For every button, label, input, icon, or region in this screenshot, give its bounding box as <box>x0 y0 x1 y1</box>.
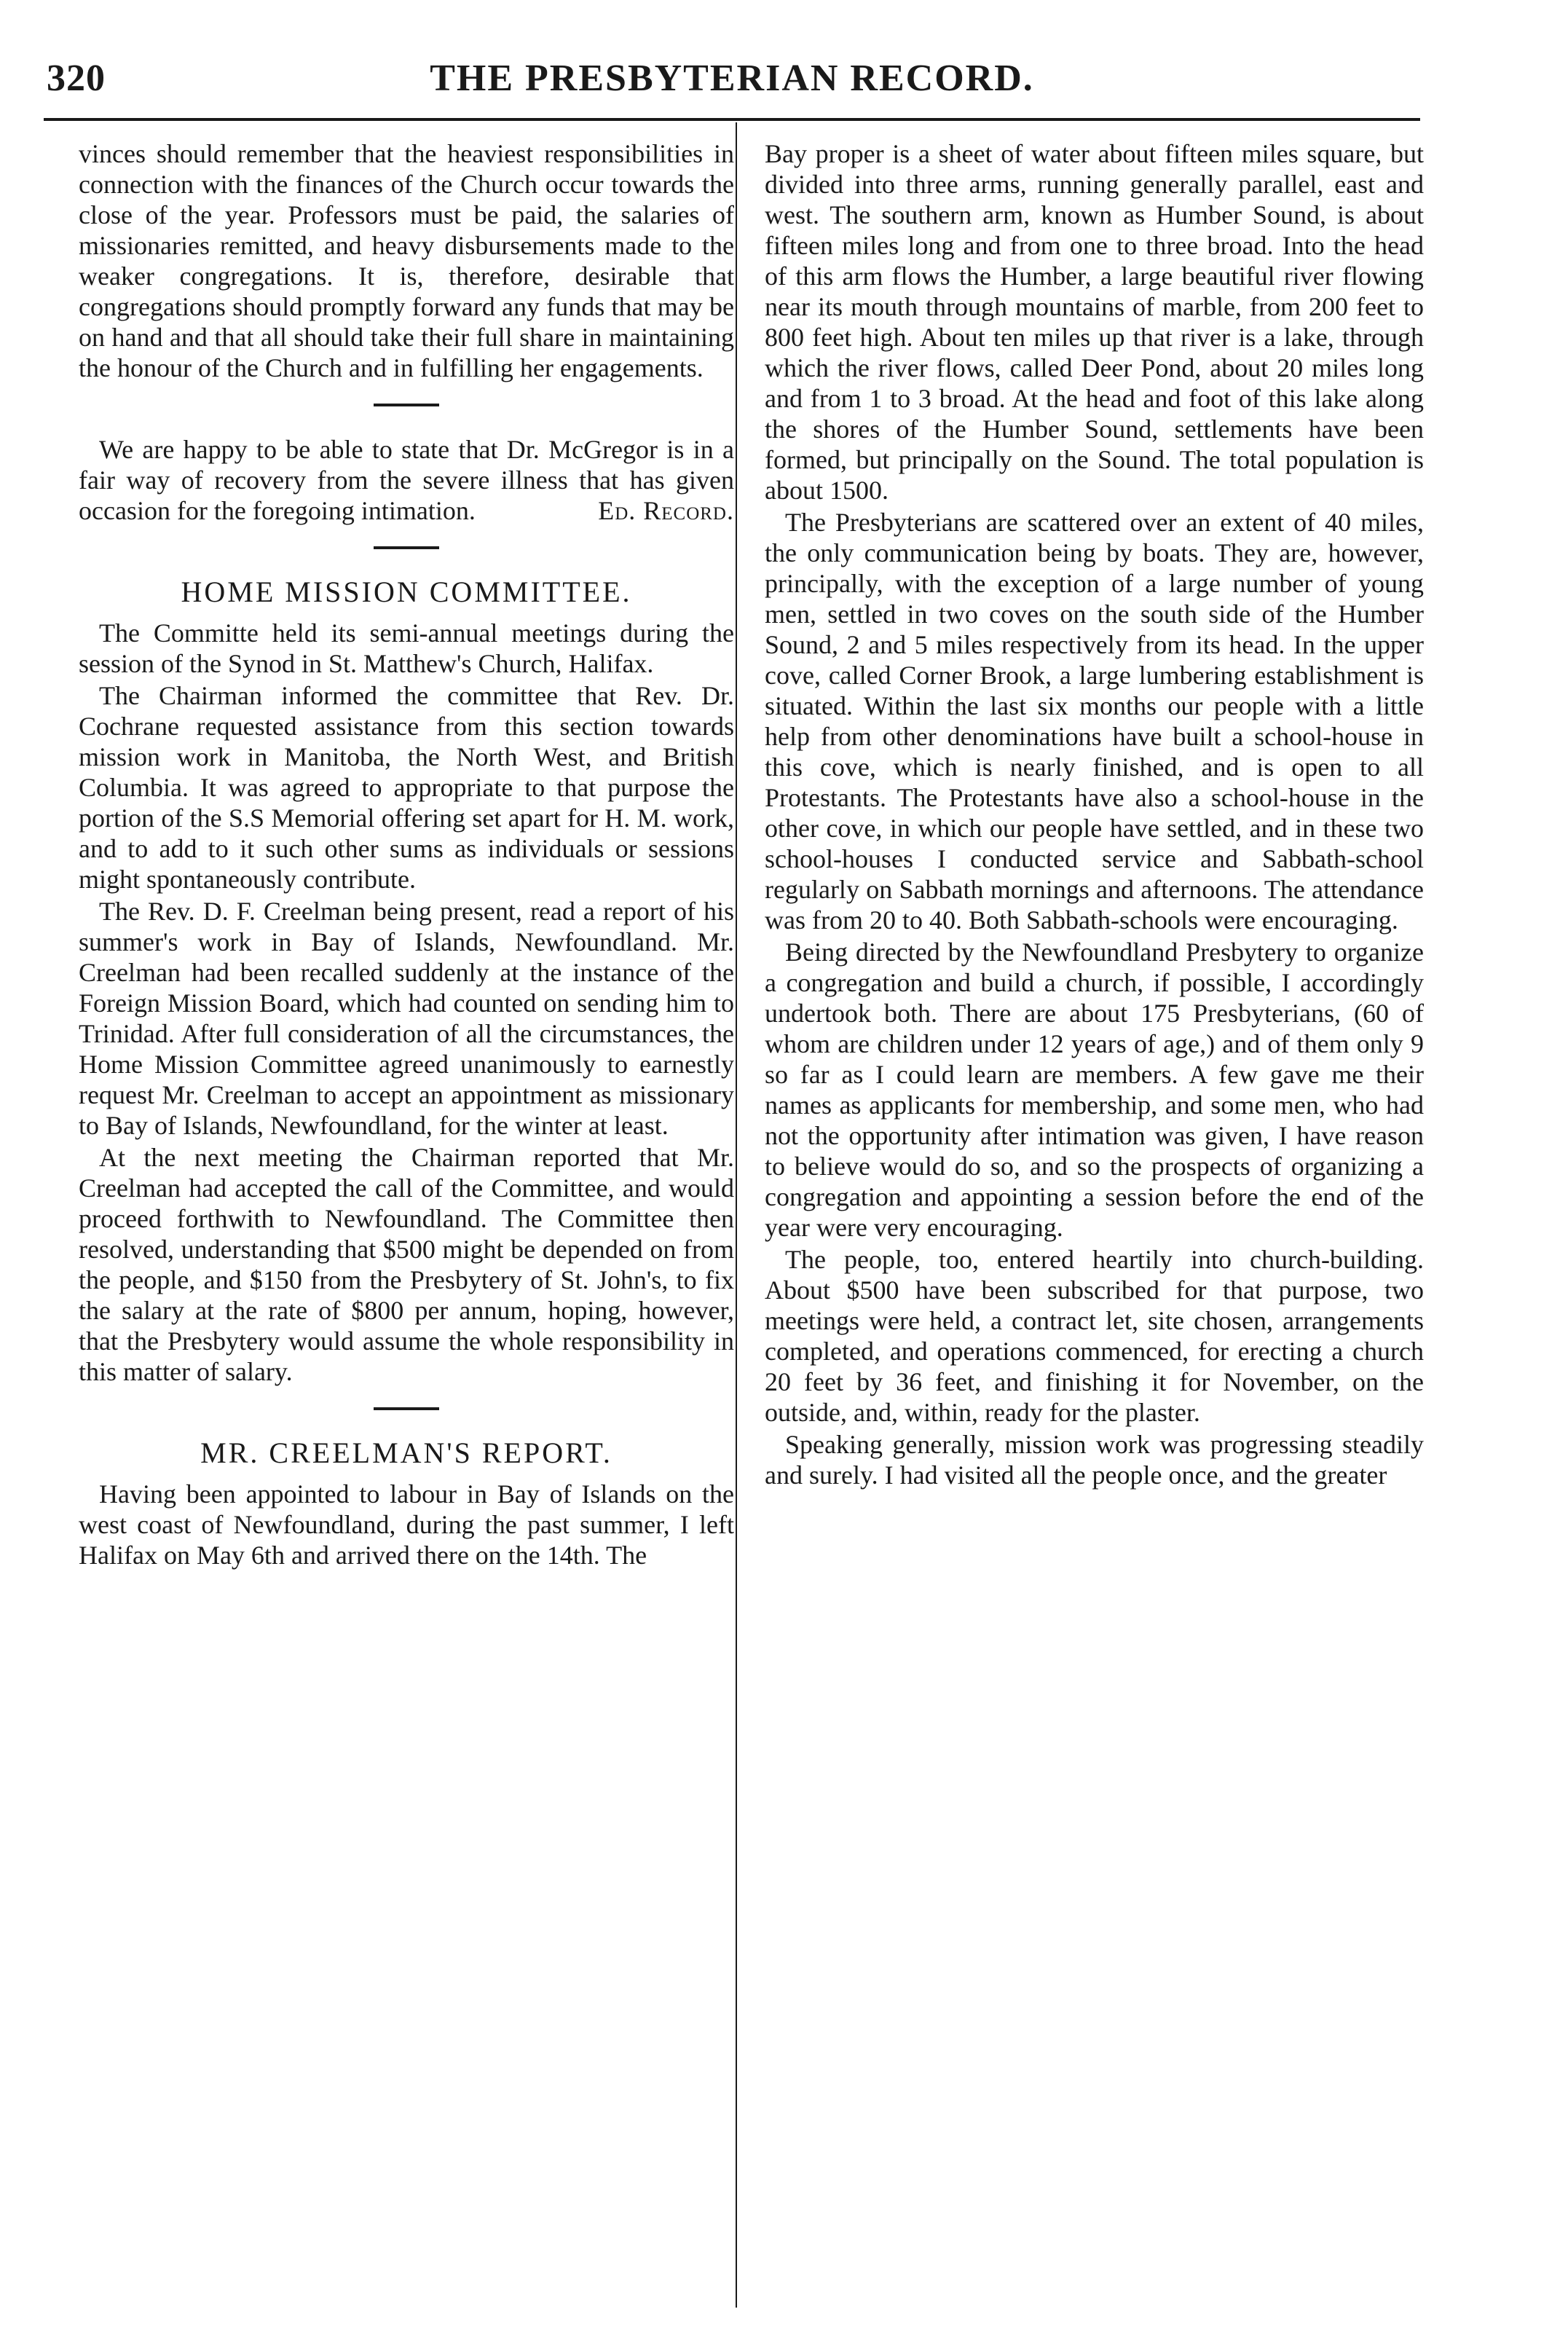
report-continued-paragraph: The people, too, entered heartily into church-building. About $500 have been subscribed for that purpose, two meetings were held, a contract let, site chosen, arrangements completed, and operations commenced, for erecting a church 20 feet by 36 feet, and finishing it for November, on the outside, and, within, ready for the plaster. <box>765 1245 1424 1427</box>
section-rule <box>374 1407 439 1410</box>
home-mission-heading: HOME MISSION COMMITTEE. <box>181 575 632 608</box>
home-mission-paragraph: At the next meeting the Chairman reported that Mr. Creelman had accepted the call of the Committee, and would proceed forthwith to Newfoundland. The Committee then resolved, understanding that $500 might be depended on from the people, and $150 from the Presbytery of St. John's, to fix the salary at the rate of $800 per annum, hoping, however, that the Presbytery would assume the whole responsibility in this matter of salary. <box>79 1143 734 1386</box>
report-continued-paragraph: The Presbyterians are scattered over an extent of 40 miles, the only communication being by boats. They are, however, principally, with the exception of a large number of young men, settled in two coves on the south side of the Humber Sound, 2 and 5 miles respectively from its head. In the upper cove, called Corner Brook, a large lumbering establishment is situated. Within the last six months our people with a little help from other denominations have built a school-house in this cove, which is nearly finished, and is open to all Protestants. The Protestants have also a school-house in the other cove, in which our people have settled, and in these two school-houses I conducted service and Sabbath-school regularly on Sabbath mornings and afternoons. The attendance was from 20 to 40. Both Sabbath-schools were encouraging. <box>765 508 1424 935</box>
editor-signature: Ed. Record. <box>598 496 734 525</box>
header-rule <box>44 118 1420 121</box>
notice-paragraph <box>79 434 734 526</box>
report-continued-paragraph: Bay proper is a sheet of water about fifteen miles square, but divided into three arms, running generally parallel, east and west. The southern arm, known as Humber Sound, is about fifteen miles long and from one to three broad. Into the head of this arm flows the Humber, a large beautiful river flowing near its mouth through mountains of marble, from 200 feet to 800 feet high. About ten miles up that river is a lake, through which the river flows, called Deer Pond, about 20 miles long and from 1 to 3 broad. At the head and foot of this lake along the shores of the Humber Sound, settlements have been formed, but principally on the Sound. The total population is about 1500. <box>765 139 1424 505</box>
home-mission-paragraph: The Rev. D. F. Creelman being present, read a report of his summer's work in Bay of Islands, Newfoundland. Mr. Creelman had been recalled suddenly at the instance of the Foreign Mission Board, which had counted on sending him to Trinidad. After full consideration of all the circumstances, the Home Mission Committee agreed unanimously to earnestly request Mr. Creelman to accept an appointment as missionary to Bay of Islands, Newfoundland, for the winter at least. <box>79 897 734 1140</box>
section-rule <box>374 546 439 549</box>
report-continued-paragraph: Speaking generally, mission work was progressing steadily and surely. I had visited all the people once, and the greater <box>765 1430 1424 1490</box>
report-heading: MR. CREELMAN'S REPORT. <box>200 1436 612 1469</box>
home-mission-paragraph: The Committe held its semi-annual meetings during the session of the Synod in St. Matthew's Church, Halifax. <box>79 618 734 678</box>
right-column <box>765 138 1424 1490</box>
left-column <box>79 138 734 1570</box>
section-rule <box>374 404 439 406</box>
page-number: 320 <box>47 58 106 99</box>
journal-title: THE PRESBYTERIAN RECORD. <box>430 58 1034 99</box>
intro-paragraph: vinces should remember that the heaviest responsibilities in connection with the finances of the Church occur towards the close of the year. Professors must be paid, the salaries of missionaries remitted, and heavy disbursements made to the weaker congregations. It is, therefore, desirable that congregations should promptly forward any funds that may be on hand and that all should take their full share in maintaining the honour of the Church and in fulfilling her engagements. <box>79 139 734 382</box>
column-divider <box>736 122 737 2308</box>
report-continued-paragraph: Being directed by the Newfoundland Presbytery to organize a congregation and build a church, if possible, I accordingly undertook both. There are about 175 Presbyterians, (60 of whom are children under 12 years of age,) and of them only 9 so far as I could learn are members. A few gave me their names as applicants for membership, and some men, who had not the opportunity after intimation was given, I have reason to believe would do so, and so the prospects of organizing a congregation and appointing a session before the end of the year were very encouraging. <box>765 937 1424 1242</box>
home-mission-paragraph: The Chairman informed the committee that Rev. Dr. Cochrane requested assistance from this section towards mission work in Manitoba, the North West, and British Columbia. It was agreed to appropriate to that purpose the portion of the S.S Memorial offering set apart for H. M. work, and to add to it such other sums as individuals or sessions might spontaneously contribute. <box>79 681 734 894</box>
notice-text: We are happy to be able to state that Dr. McGregor is in a fair way of recovery from the severe illness that has given occasion for the foregoing intimation. <box>79 435 734 525</box>
report-paragraph: Having been appointed to labour in Bay of Islands on the west coast of Newfoundland, during the past summer, I left Halifax on May 6th and arrived there on the 14th. The <box>79 1479 734 1570</box>
page-header <box>44 57 1420 115</box>
